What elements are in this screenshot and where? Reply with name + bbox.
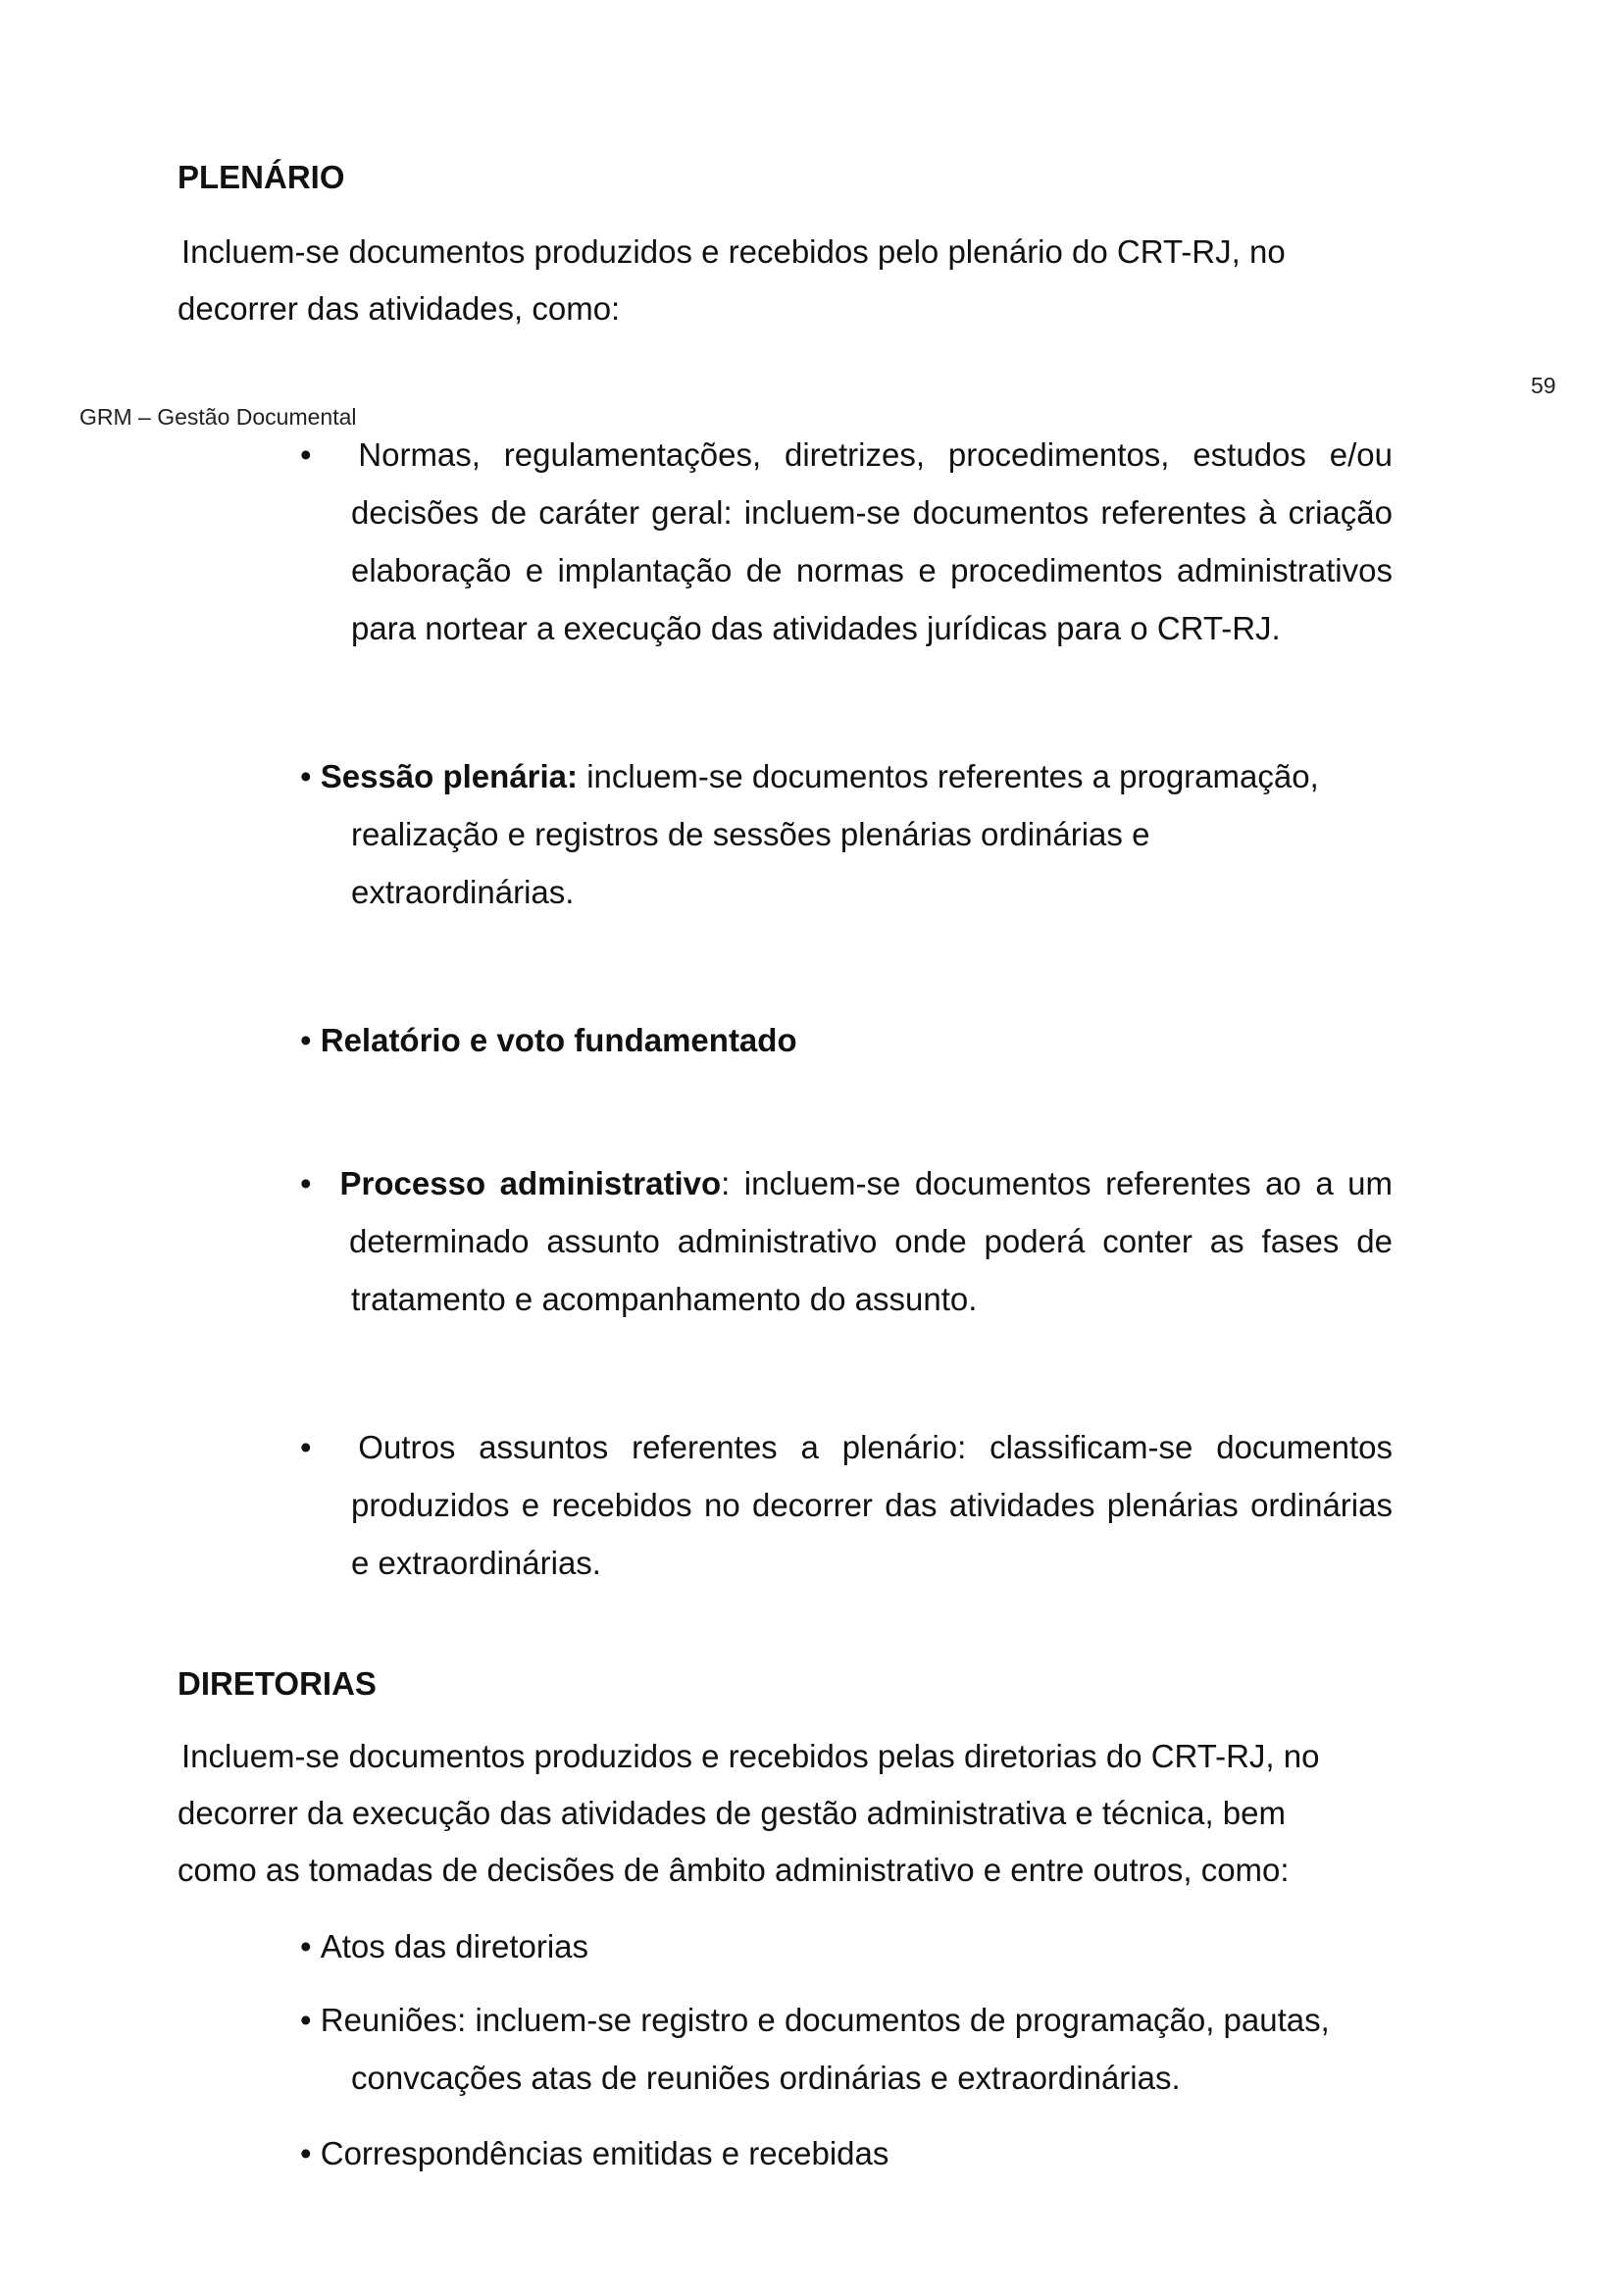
list-item-reunioes <box>300 1991 1396 2107</box>
processo-line-1: : incluem-se documentos referentes ao a um <box>721 1165 1394 1201</box>
plenario-intro-line-2: decorrer das atividades, como: <box>178 290 621 327</box>
diretorias-intro-line-1: Incluem-se documentos produzidos e recebidos pelas diretorias do CRT-RJ, no <box>181 1738 1320 1774</box>
list-item-atos <box>300 1917 1396 1975</box>
reunioes-line-1: Reuniões: incluem-se registro e documentos de programação, pautas, <box>320 2002 1330 2038</box>
plenario-intro <box>178 224 1305 337</box>
sessao-term: Sessão plenária: <box>320 758 579 794</box>
list-item-outros-assuntos <box>300 1418 1393 1592</box>
list-item-relatorio <box>300 1011 1396 1069</box>
diretorias-intro-line-3: como as tomadas de decisões de âmbito administrativo e entre outros, como: <box>178 1852 1290 1888</box>
footer-label: GRM – Gestão Documental <box>79 404 357 430</box>
processo-term: Processo administrativo <box>339 1165 722 1201</box>
bullet-marker: • <box>300 436 312 473</box>
bullet-marker: • <box>300 2002 312 2038</box>
sessao-line-1: incluem-se documentos referentes a programação, <box>578 758 1319 794</box>
reunioes-line-2: convcações atas de reuniões ordinárias e extraordinárias. <box>351 2060 1181 2096</box>
normas-line-3: elaboração e implantação de normas e procedimentos administrativos <box>351 552 1393 588</box>
outros-line-1: Outros assuntos referentes a plenário: classificam-se documentos <box>358 1429 1394 1465</box>
list-item-normas <box>300 426 1393 657</box>
outros-line-2: produzidos e recebidos no decorrer das atividades plenárias ordinárias <box>351 1487 1393 1523</box>
bullet-marker: • <box>300 1165 312 1201</box>
outros-line-3: e extraordinárias. <box>351 1545 601 1581</box>
sessao-line-2: realização e registros de sessões plenárias ordinárias e <box>351 816 1150 852</box>
normas-line-1: Normas, regulamentações, diretrizes, procedimentos, estudos e/ou <box>358 436 1393 473</box>
list-item-sessao-plenaria <box>300 747 1396 921</box>
normas-line-2: decisões de caráter geral: incluem-se documentos referentes à criação <box>351 494 1393 531</box>
diretorias-intro <box>178 1728 1320 1899</box>
bullet-marker: • <box>300 1928 312 1964</box>
list-item-processo-administrativo <box>300 1154 1393 1328</box>
section-title-plenario: PLENÁRIO <box>178 159 345 195</box>
bullet-marker: • <box>300 1022 312 1058</box>
bullet-marker: • <box>300 1429 312 1465</box>
sessao-line-3: extraordinárias. <box>351 874 575 910</box>
bullet-marker: • <box>300 758 312 794</box>
processo-line-2: determinado assunto administrativo onde poderá conter as fases de <box>349 1223 1393 1259</box>
list-item-correspondencias <box>300 2124 1396 2182</box>
correspondencias-text: Correspondências emitidas e recebidas <box>320 2135 889 2171</box>
plenario-intro-line-1: Incluem-se documentos produzidos e recebidos pelo plenário do CRT-RJ, no <box>181 233 1286 270</box>
diretorias-intro-line-2: decorrer da execução das atividades de gestão administrativa e técnica, bem <box>178 1795 1286 1831</box>
processo-line-3: tratamento e acompanhamento do assunto. <box>351 1281 978 1317</box>
page-number: 59 <box>1531 373 1556 398</box>
atos-text: Atos das diretorias <box>320 1928 589 1964</box>
normas-line-4: para nortear a execução das atividades jurídicas para o CRT-RJ. <box>351 610 1281 646</box>
section-title-diretorias: DIRETORIAS <box>178 1665 377 1702</box>
bullet-marker: • <box>300 2135 312 2171</box>
relatorio-term: Relatório e voto fundamentado <box>320 1022 797 1058</box>
